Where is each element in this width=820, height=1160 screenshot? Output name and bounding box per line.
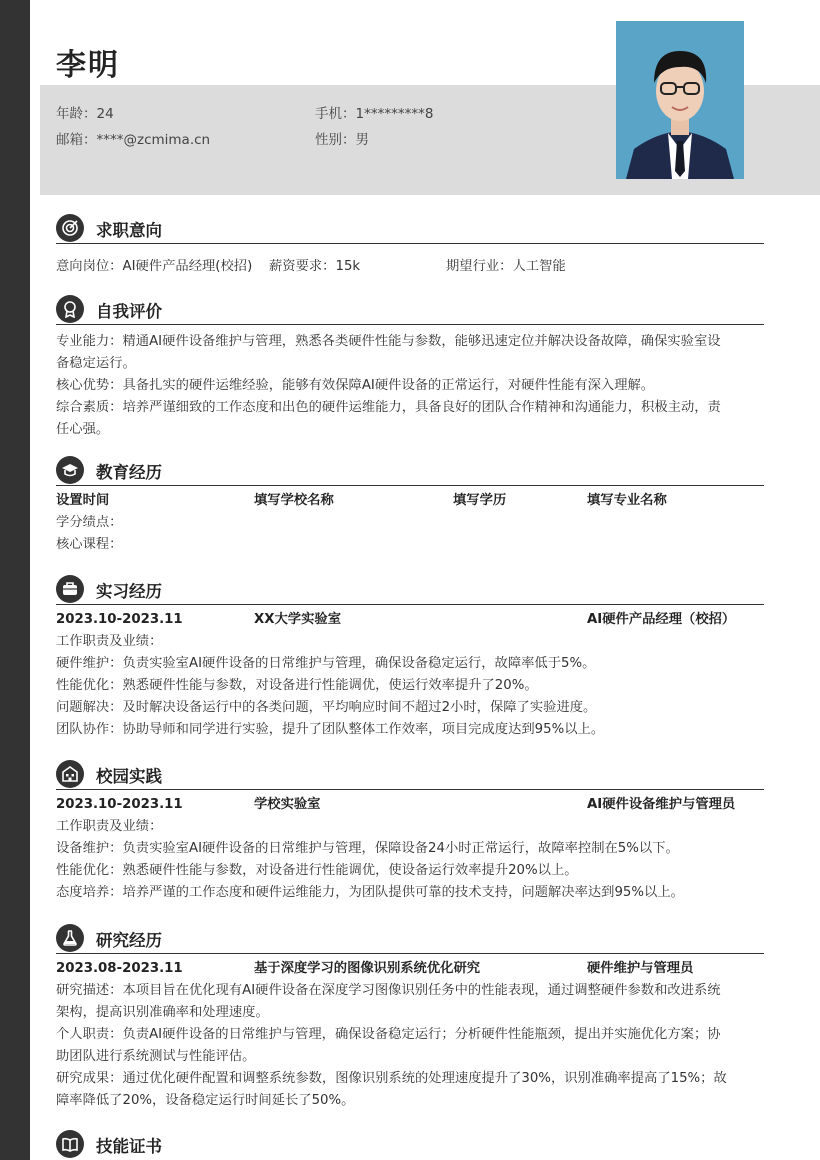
phone-field: 手机：1*********8 — [315, 106, 434, 122]
email-field: 邮箱：****@zcmima.cn — [56, 132, 211, 148]
flask-icon — [56, 924, 84, 952]
research-line: 障率降低了20%，设备稳定运行时间延长了50%。 — [56, 1093, 355, 1108]
internship-role: AI硬件产品经理（校招） — [587, 612, 736, 627]
education-row — [56, 490, 764, 512]
intent-position: 意向岗位：AI硬件产品经理(校招) — [56, 259, 253, 274]
campus-line: 性能优化：熟悉硬件性能与参数，对设备进行性能调优，使设备运行效率提升20%以上。 — [56, 863, 578, 878]
section-title: 研究经历 — [96, 931, 162, 950]
internship-row — [56, 609, 764, 631]
internship-line: 团队协作：协助导师和同学进行实验，提升了团队整体工作效率，项目完成度达到95%以上。 — [56, 722, 605, 737]
campus-line: 设备维护：负责实验室AI硬件设备的日常维护与管理，保障设备24小时正常运行，故障率控制在5%以下。 — [56, 841, 679, 856]
section-title: 校园实践 — [96, 767, 162, 786]
section-internship — [56, 575, 764, 741]
campus-line: 态度培养：培养严谨的工作态度和硬件运维能力，为团队提供可靠的技术支持，问题解决率达到95%以上。 — [56, 885, 684, 900]
research-line: 助团队进行系统测试与性能评估。 — [56, 1049, 256, 1064]
award-icon — [56, 295, 84, 323]
education-major: 填写专业名称 — [587, 493, 667, 508]
section-job-intent — [56, 214, 764, 278]
research-row — [56, 958, 764, 980]
research-time: 2023.08-2023.11 — [56, 961, 183, 976]
gender-field: 性别：男 — [315, 132, 369, 148]
left-accent-bar — [0, 0, 30, 1160]
education-degree: 填写学历 — [453, 493, 507, 508]
age-field: 年龄：24 — [56, 106, 114, 122]
education-school: 填写学校名称 — [254, 493, 334, 508]
target-icon — [56, 214, 84, 242]
book-icon — [56, 1130, 84, 1158]
self-eval-line: 综合素质：培养严谨细致的工作态度和出色的硬件运维能力，具备良好的团队合作精神和沟通能力，积极主动，责 — [56, 400, 721, 415]
self-eval-line: 任心强。 — [56, 422, 110, 437]
section-title: 实习经历 — [96, 582, 162, 601]
campus-time: 2023.10-2023.11 — [56, 797, 183, 812]
research-role: 硬件维护与管理员 — [587, 961, 694, 976]
intent-industry: 期望行业：人工智能 — [446, 259, 566, 274]
self-eval-line: 核心优势：具备扎实的硬件运维经验，能够有效保障AI硬件设备的正常运行，对硬件性能有深入理解。 — [56, 378, 655, 393]
internship-org: XX大学实验室 — [254, 612, 341, 627]
section-research — [56, 924, 764, 1112]
education-gpa: 学分绩点： — [56, 515, 123, 530]
internship-line: 性能优化：熟悉硬件性能与参数，对设备进行性能调优，使运行效率提升了20%。 — [56, 678, 538, 693]
research-project: 基于深度学习的图像识别系统优化研究 — [254, 961, 481, 976]
graduation-cap-icon — [56, 456, 84, 484]
internship-line: 工作职责及业绩： — [56, 634, 163, 649]
research-line: 个人职责：负责AI硬件设备的日常维护与管理，确保设备稳定运行；分析硬件性能瓶颈，提出并实施优化方案；协 — [56, 1027, 721, 1042]
education-time: 设置时间 — [56, 493, 110, 508]
internship-line: 硬件维护：负责实验室AI硬件设备的日常维护与管理，确保设备稳定运行，故障率低于5%。 — [56, 656, 596, 671]
education-courses: 核心课程： — [56, 537, 123, 552]
section-campus-practice — [56, 760, 764, 904]
section-title: 求职意向 — [96, 221, 162, 240]
section-education — [56, 456, 764, 556]
campus-line: 工作职责及业绩： — [56, 819, 163, 834]
section-skills — [56, 1130, 764, 1160]
internship-time: 2023.10-2023.11 — [56, 612, 183, 627]
self-eval-line: 专业能力：精通AI硬件设备维护与管理，熟悉各类硬件性能与参数，能够迅速定位并解决设备故障，确保实验室设 — [56, 334, 721, 349]
research-line: 架构，提高识别准确率和处理速度。 — [56, 1005, 269, 1020]
research-line: 研究描述：本项目旨在优化现有AI硬件设备在深度学习图像识别任务中的性能表现，通过调整硬件参数和改进系统 — [56, 983, 721, 998]
section-title: 技能证书 — [96, 1137, 162, 1156]
research-line: 研究成果：通过优化硬件配置和调整系统参数，图像识别系统的处理速度提升了30%，识别准确率提高了15%；故 — [56, 1071, 727, 1086]
section-title: 教育经历 — [96, 463, 162, 482]
briefcase-icon — [56, 575, 84, 603]
section-self-evaluation — [56, 295, 764, 441]
campus-row — [56, 794, 764, 816]
internship-line: 问题解决：及时解决设备运行中的各类问题，平均响应时间不超过2小时，保障了实验进度。 — [56, 700, 597, 715]
section-title: 自我评价 — [96, 302, 162, 321]
campus-role: AI硬件设备维护与管理员 — [587, 797, 736, 812]
self-eval-line: 备稳定运行。 — [56, 356, 136, 371]
intent-salary: 薪资要求：15k — [269, 259, 361, 274]
profile-photo — [616, 21, 744, 179]
campus-org: 学校实验室 — [254, 797, 321, 812]
candidate-name: 李明 — [56, 48, 120, 83]
building-icon — [56, 760, 84, 788]
